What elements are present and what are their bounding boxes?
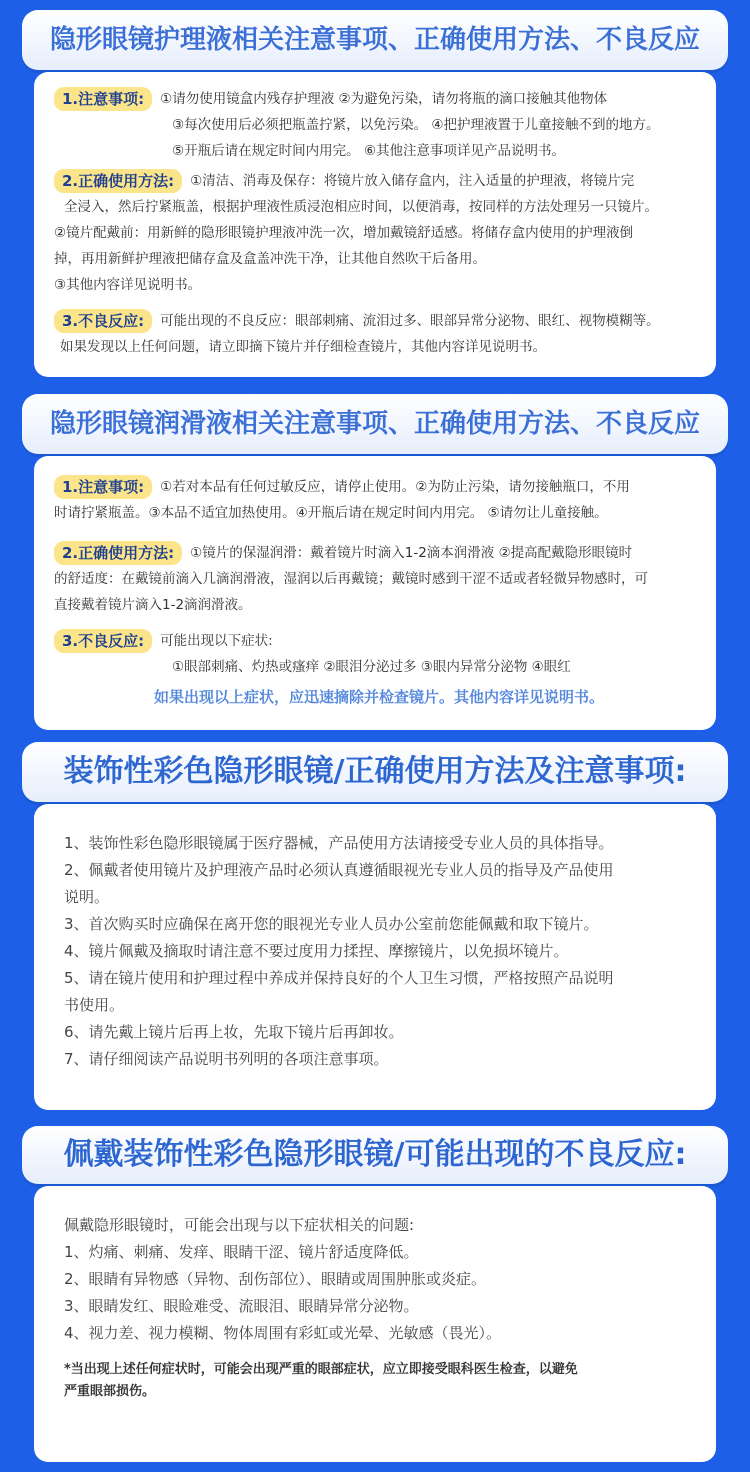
section-title-color-lens-usage: 装饰性彩色隐形眼镜/正确使用方法及注意事项: (22, 742, 728, 802)
text-line: 时请拧紧瓶盖。③本品不适宜加热使用。④开瓶后请在规定时间内用完。 ⑤请勿让儿童接触。 (54, 505, 608, 521)
text-line: 的舒适度：在戴镜前滴入几滴润滑液，湿润以后再戴镜；戴镜时感到干涩不适或者轻微异物感时，可 (54, 571, 648, 587)
care-usage (54, 168, 704, 298)
list-item: 2、佩戴者使用镜片及护理液产品时必须认真遵循眼视光专业人员的指导及产品使用 (64, 861, 614, 879)
lubricant-card (34, 456, 716, 730)
lubricant-adverse-tag: 3.不良反应: (54, 629, 152, 653)
lubricant-notes (54, 474, 704, 526)
care-adverse-tag: 3.不良反应: (54, 309, 152, 333)
section-title-color-lens-adverse: 佩戴装饰性彩色隐形眼镜/可能出现的不良反应: (22, 1126, 728, 1184)
care-solution-card (34, 72, 716, 377)
care-notes (54, 86, 704, 164)
color-lens-adverse-card (34, 1186, 716, 1462)
text-line: 如果发现以上任何问题，请立即摘下镜片并仔细检查镜片，其他内容详见说明书。 (60, 339, 546, 355)
text-line: 严重眼部损伤。 (64, 1384, 156, 1399)
text-line: 掉，再用新鲜护理液把储存盒及盒盖冲洗干净，让其他自然吹干后备用。 (54, 251, 486, 267)
lubricant-adverse (54, 628, 704, 710)
text-line: ③每次使用后必须把瓶盖拧紧，以免污染。 ④把护理液置于儿童接触不到的地方。 (172, 117, 660, 133)
text-line: ①清洁、消毒及保存：将镜片放入储存盒内，注入适量的护理液，将镜片完 (190, 173, 635, 189)
list-item: 6、请先戴上镜片后再上妆，先取下镜片后再卸妆。 (64, 1023, 404, 1041)
text-line: 全浸入，然后拧紧瓶盖，根据护理液性质浸泡相应时间，以便消毒，按同样的方法处理另一只镜片。 (64, 199, 658, 215)
lubricant-usage-tag: 2.正确使用方法: (54, 541, 182, 565)
care-usage-tag: 2.正确使用方法: (54, 169, 182, 193)
lubricant-notes-tag: 1.注意事项: (54, 475, 152, 499)
adverse-list (64, 1212, 700, 1403)
text-line: ⑤开瓶后请在规定时间内用完。 ⑥其他注意事项详见产品说明书。 (172, 143, 565, 159)
warning-note (64, 1359, 700, 1403)
text-line: ①若对本品有任何过敏反应，请停止使用。②为防止污染，请勿接触瓶口，不用 (160, 479, 630, 495)
care-adverse (54, 308, 704, 360)
list-item: 4、镜片佩戴及摘取时请注意不要过度用力揉捏、摩擦镜片，以免损坏镜片。 (64, 942, 569, 960)
list-item: 3、首次购买时应确保在离开您的眼视光专业人员办公室前您能佩戴和取下镜片。 (64, 915, 599, 933)
text-line: *当出现上述任何症状时，可能会出现严重的眼部症状，应立即接受眼科医生检查，以避免 (64, 1362, 578, 1377)
list-item: 4、视力差、视力模糊、物体周围有彩虹或光晕、光敏感（畏光）。 (64, 1324, 502, 1342)
list-item: 1、灼痛、刺痛、发痒、眼睛干涩、镜片舒适度降低。 (64, 1243, 419, 1261)
text-line: ①请勿使用镜盒内残存护理液 ②为避免污染，请勿将瓶的滴口接触其他物体 (160, 91, 608, 107)
text-line: ③其他内容详见说明书。 (54, 277, 202, 293)
text-line: 直接戴着镜片滴入1-2滴润滑液。 (54, 597, 252, 613)
lubricant-warning-note: 如果出现以上症状，应迅速摘除并检查镜片。其他内容详见说明书。 (153, 688, 604, 706)
usage-list (64, 830, 700, 1073)
section-title-care-solution: 隐形眼镜护理液相关注意事项、正确使用方法、不良反应 (22, 10, 728, 70)
list-item: 2、眼睛有异物感（异物、刮伤部位）、眼睛或周围肿胀或炎症。 (64, 1270, 487, 1288)
lubricant-usage (54, 540, 704, 618)
list-item: 1、装饰性彩色隐形眼镜属于医疗器械，产品使用方法请接受专业人员的具体指导。 (64, 834, 614, 852)
text-line: 可能出现以下症状: (160, 633, 273, 649)
color-lens-usage-card (34, 804, 716, 1110)
list-item: 说明。 (64, 888, 110, 906)
list-item: 书使用。 (64, 996, 125, 1014)
text-line: ②镜片配戴前：用新鲜的隐形眼镜护理液冲洗一次，增加戴镜舒适感。将储存盒内使用的护理液倒 (54, 225, 634, 241)
text-line: 可能出现的不良反应：眼部刺痛、流泪过多、眼部异常分泌物、眼红、视物模糊等。 (160, 313, 660, 329)
list-item: 5、请在镜片使用和护理过程中养成并保持良好的个人卫生习惯，严格按照产品说明 (64, 969, 614, 987)
text-line: ①镜片的保湿润滑：戴着镜片时滴入1-2滴本润滑液 ②提高配戴隐形眼镜时 (190, 545, 633, 561)
text-line: ①眼部刺痛、灼热或瘙痒 ②眼泪分泌过多 ③眼内异常分泌物 ④眼红 (172, 659, 571, 675)
list-item: 佩戴隐形眼镜时，可能会出现与以下症状相关的问题: (64, 1216, 415, 1234)
list-item: 3、眼睛发红、眼睑难受、流眼泪、眼睛异常分泌物。 (64, 1297, 419, 1315)
section-title-lubricant: 隐形眼镜润滑液相关注意事项、正确使用方法、不良反应 (22, 394, 728, 454)
list-item: 7、请仔细阅读产品说明书列明的各项注意事项。 (64, 1050, 389, 1068)
care-notes-tag: 1.注意事项: (54, 87, 152, 111)
